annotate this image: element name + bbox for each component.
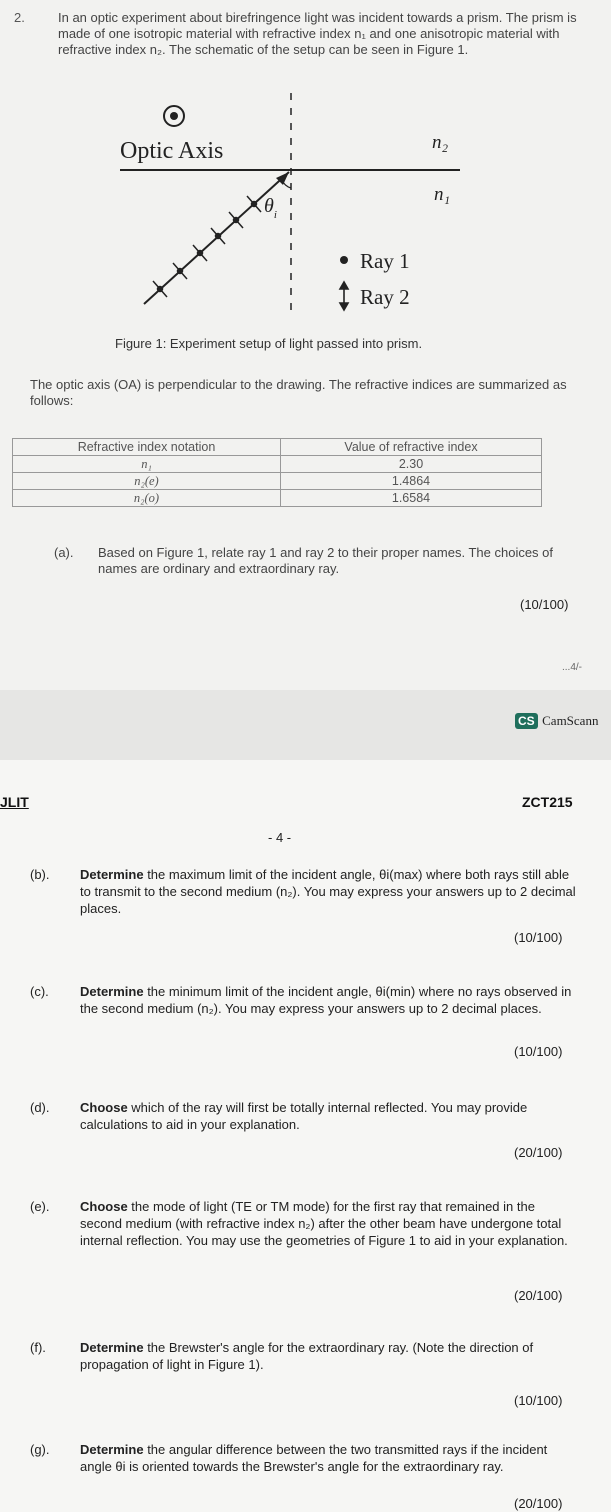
table-cell: 1.4864 — [281, 473, 542, 490]
table-cell: n₂(o) — [13, 490, 281, 507]
question-part-marks: (20/100) — [514, 1145, 563, 1160]
optic-axis-label: Optic Axis — [120, 138, 224, 164]
part-a-label: (a). — [54, 545, 74, 560]
question-part-marks: (10/100) — [514, 1393, 563, 1408]
left-header: JLIT — [0, 794, 29, 810]
part-a-text: Based on Figure 1, relate ray 1 and ray 2 to their proper names. The choices of names are ordinary and extraordinary ray. — [98, 545, 554, 576]
figure-1-diagram — [100, 88, 480, 328]
ray2-double-arrow-icon — [340, 282, 348, 310]
table-header: Value of refractive index — [281, 439, 542, 456]
question-part-marks: (20/100) — [514, 1288, 563, 1303]
table-header-row — [13, 439, 542, 456]
question-part-label: (e). — [30, 1199, 50, 1214]
table-row — [13, 456, 542, 473]
camscanner-logo-icon: CS — [515, 713, 538, 729]
question-part-text: Determine the minimum limit of the incident angle, θi(min) where no rays observed in the second medium (n₂). You may express your answers up to 2 decimal places. — [80, 984, 572, 1016]
table-header: Refractive index notation — [13, 439, 281, 456]
question-part-marks: (10/100) — [514, 1044, 563, 1059]
n2-label: n₂ — [432, 132, 449, 153]
table-cell: n₁ — [13, 456, 281, 473]
question-part-label: (c). — [30, 984, 49, 999]
question-number: 2. — [14, 10, 25, 25]
optic-axis-paragraph: The optic axis (OA) is perpendicular to the drawing. The refractive indices are summarized as follows: — [30, 377, 567, 408]
table-row — [13, 473, 542, 490]
ray1-label: Ray 1 — [360, 249, 410, 273]
question-part-text: Choose which of the ray will first be totally internal reflected. You may provide calculations to aid in your explanation. — [80, 1100, 528, 1132]
page-number: - 4 - — [268, 830, 292, 845]
table-cell: n₂(e) — [13, 473, 281, 490]
table-row — [13, 490, 542, 507]
question-part-marks: (20/100) — [514, 1496, 563, 1511]
n1-label: n₁ — [434, 184, 451, 205]
page-continue: ...4/- — [562, 662, 583, 673]
question-part-text: Determine the angular difference between the two transmitted rays if the incident angle θi is oriented towards the Brewster's angle for the extraordinary ray. — [80, 1442, 548, 1474]
ray2-label: Ray 2 — [360, 285, 410, 309]
intro-paragraph: In an optic experiment about birefringence light was incident towards a prism. The prism is made of one isotropic material with refractive index n₁ and one anisotropic material with refractive index n₂. The schematic of the setup can be seen in Figure 1. — [58, 10, 577, 57]
question-part-text: Choose the mode of light (TE or TM mode) for the first ray that remained in the second medium (with refractive index n₂) after the other beam have undergone total internal reflection. You may use the geometries of Figure 1 to aid in your explanation. — [80, 1199, 568, 1248]
part-a-marks: (10/100) — [520, 597, 569, 612]
question-part-label: (f). — [30, 1340, 46, 1355]
ray1-dot-icon — [340, 256, 348, 264]
course-code: ZCT215 — [522, 794, 573, 810]
question-part-text: Determine the Brewster's angle for the extraordinary ray. (Note the direction of propagation of light in Figure 1). — [80, 1340, 534, 1372]
table-cell: 1.6584 — [281, 490, 542, 507]
refractive-index-table — [12, 438, 542, 507]
figure-caption: Figure 1: Experiment setup of light passed into prism. — [115, 336, 423, 351]
question-part-text: Determine the maximum limit of the incident angle, θi(max) where both rays still able to transmit to the second medium (n₂). You may express your answers up to 2 decimal places. — [80, 867, 576, 916]
question-part-label: (d). — [30, 1100, 50, 1115]
question-part-label: (b). — [30, 867, 50, 882]
table-cell: 2.30 — [281, 456, 542, 473]
question-part-label: (g). — [30, 1442, 50, 1457]
camscanner-watermark: CS CamScann — [515, 712, 598, 730]
question-part-marks: (10/100) — [514, 930, 563, 945]
theta-i-label: $\theta_i$ — [264, 195, 277, 221]
